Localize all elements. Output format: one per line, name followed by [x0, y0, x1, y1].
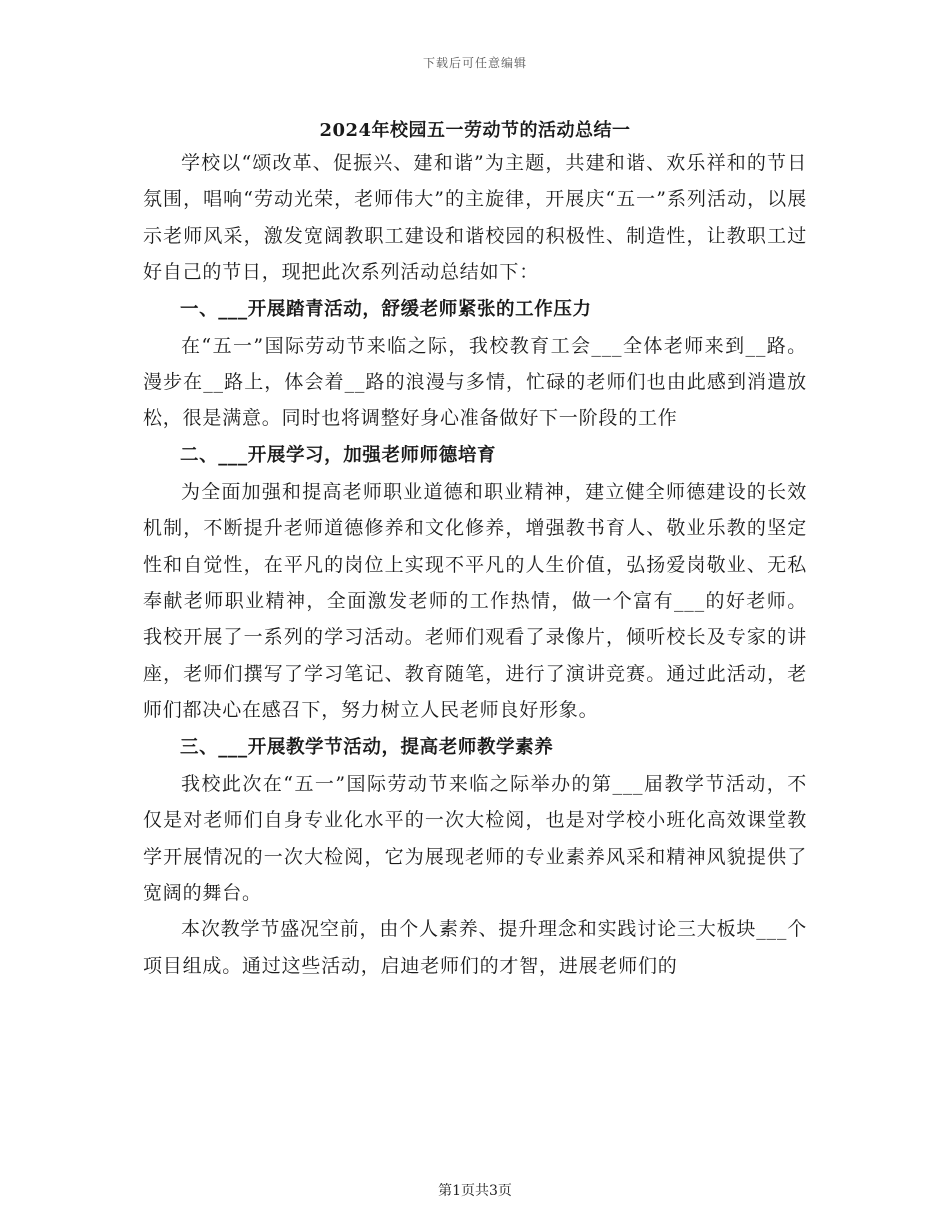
section-1-paragraph-1: 在“五一”国际劳动节来临之际，我校教育工会___全体老师来到__路。漫步在__路上，体会着__路的浪漫与多情，忙碌的老师们也由此感到消遣放松，很是满意。同时也将调整好身心准备做好下一阶段的工作 [143, 334, 807, 430]
document-body [143, 145, 807, 984]
download-note: 下载后可任意编辑 [422, 56, 527, 70]
section-3-paragraph-1: 我校此次在“五一”国际劳动节来临之际举办的第___届教学节活动，不仅是对老师们自身专业化水平的一次大检阅，也是对学校小班化高效课堂教学开展情况的一次大检阅，它为展现老师的专业素养风采和精神风貌提供了宽阔的舞台。 [143, 772, 807, 904]
document-title: 2024年校园五一劳动节的活动总结一 [319, 120, 631, 141]
section-2-paragraph-1: 为全面加强和提高老师职业道德和职业精神，建立健全师德建设的长效机制，不断提升老师道德修养和文化修养，增强教书育人、敬业乐教的坚定性和自觉性，在平凡的岗位上实现不平凡的人生价值，弘扬爱岗敬业、无私奉献老师职业精神，全面激发老师的工作热情，做一个富有___的好老师。我校开展了一系列的学习活动。老师们观看了录像片，倾听校长及专家的讲座，老师们撰写了学习笔记、教育随笔，进行了演讲竞赛。通过此活动，老师们都决心在感召下，努力树立人民老师良好形象。 [143, 480, 807, 722]
page-indicator: 第1页共3页 [438, 1183, 512, 1199]
section-1-heading: 一、___开展踏青活动，舒缓老师紧张的工作压力 [180, 298, 592, 320]
intro-paragraph: 学校以“颂改革、促振兴、建和谐”为主题，共建和谐、欢乐祥和的节日氛围，唱响“劳动光荣，老师伟大”的主旋律，开展庆“五一”系列活动，以展示老师风采，激发宽阔教职工建设和谐校园的积极性、制造性，让教职工过好自己的节日，现把此次系列活动总结如下： [143, 152, 807, 284]
section-3-paragraph-2: 本次教学节盛况空前，由个人素养、提升理念和实践讨论三大板块___个项目组成。通过这些活动，启迪老师们的才智，进展老师们的 [143, 918, 807, 977]
section-3-heading: 三、___开展教学节活动，提高老师教学素养 [180, 736, 554, 758]
section-2-heading: 二、___开展学习，加强老师师德培育 [180, 444, 497, 466]
